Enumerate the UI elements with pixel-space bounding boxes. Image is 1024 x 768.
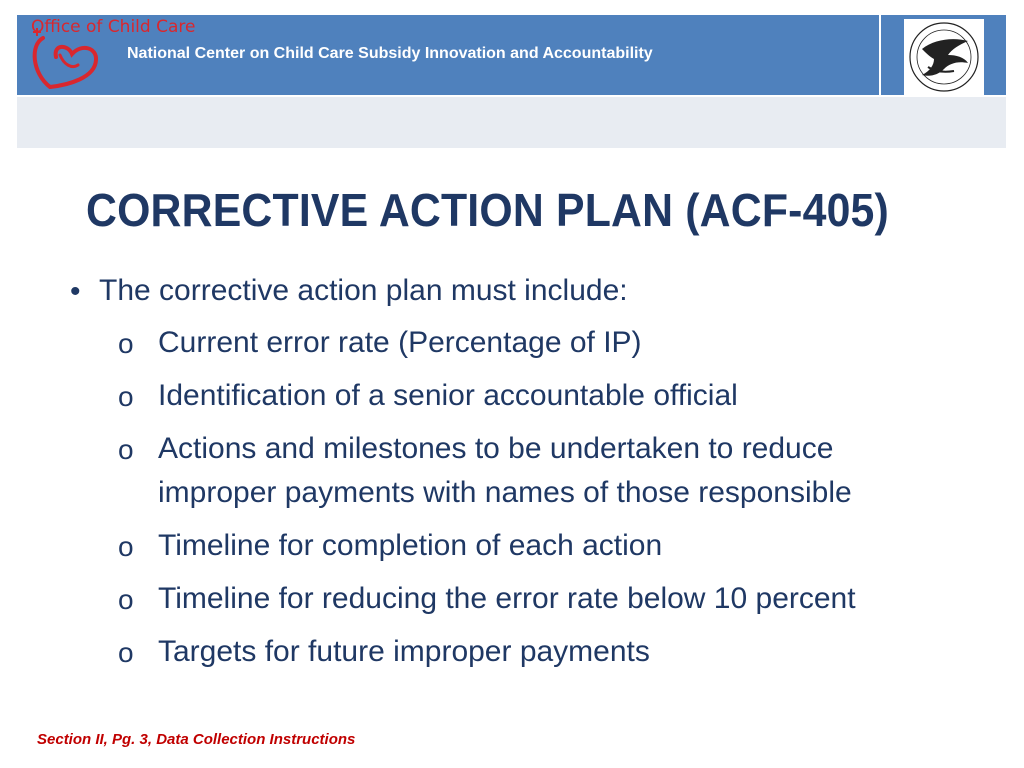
list-item: Actions and milestones to be undertaken to reduce xyxy=(158,432,834,465)
slide-title: CORRECTIVE ACTION PLAN (ACF-405) xyxy=(86,184,889,236)
list-item: Identification of a senior accountable official xyxy=(158,379,738,412)
sub-bullet-icon: o xyxy=(118,328,134,359)
center-name: National Center on Child Care Subsidy Innovation and Accountability xyxy=(127,45,653,62)
bullet-dot-icon: • xyxy=(70,275,81,308)
list-item: Current error rate (Percentage of IP) xyxy=(158,326,642,359)
office-of-child-care-text: Office of Child Care xyxy=(31,17,196,37)
sub-bullet-icon: o xyxy=(118,531,134,562)
sub-bullet-icon: o xyxy=(118,434,134,465)
footer-reference: Section II, Pg. 3, Data Collection Instructions xyxy=(37,731,356,748)
sub-bullet-icon: o xyxy=(118,584,134,615)
sub-bullet-icon: o xyxy=(118,637,134,668)
sub-bullet-icon: o xyxy=(118,381,134,412)
list-item: Targets for future improper payments xyxy=(158,635,650,668)
list-item: Timeline for completion of each action xyxy=(158,529,663,562)
intro-text: The corrective action plan must include: xyxy=(99,274,628,307)
list-item-continuation: improper payments with names of those responsible xyxy=(158,476,852,509)
list-item: Timeline for reducing the error rate below 10 percent xyxy=(158,582,856,615)
